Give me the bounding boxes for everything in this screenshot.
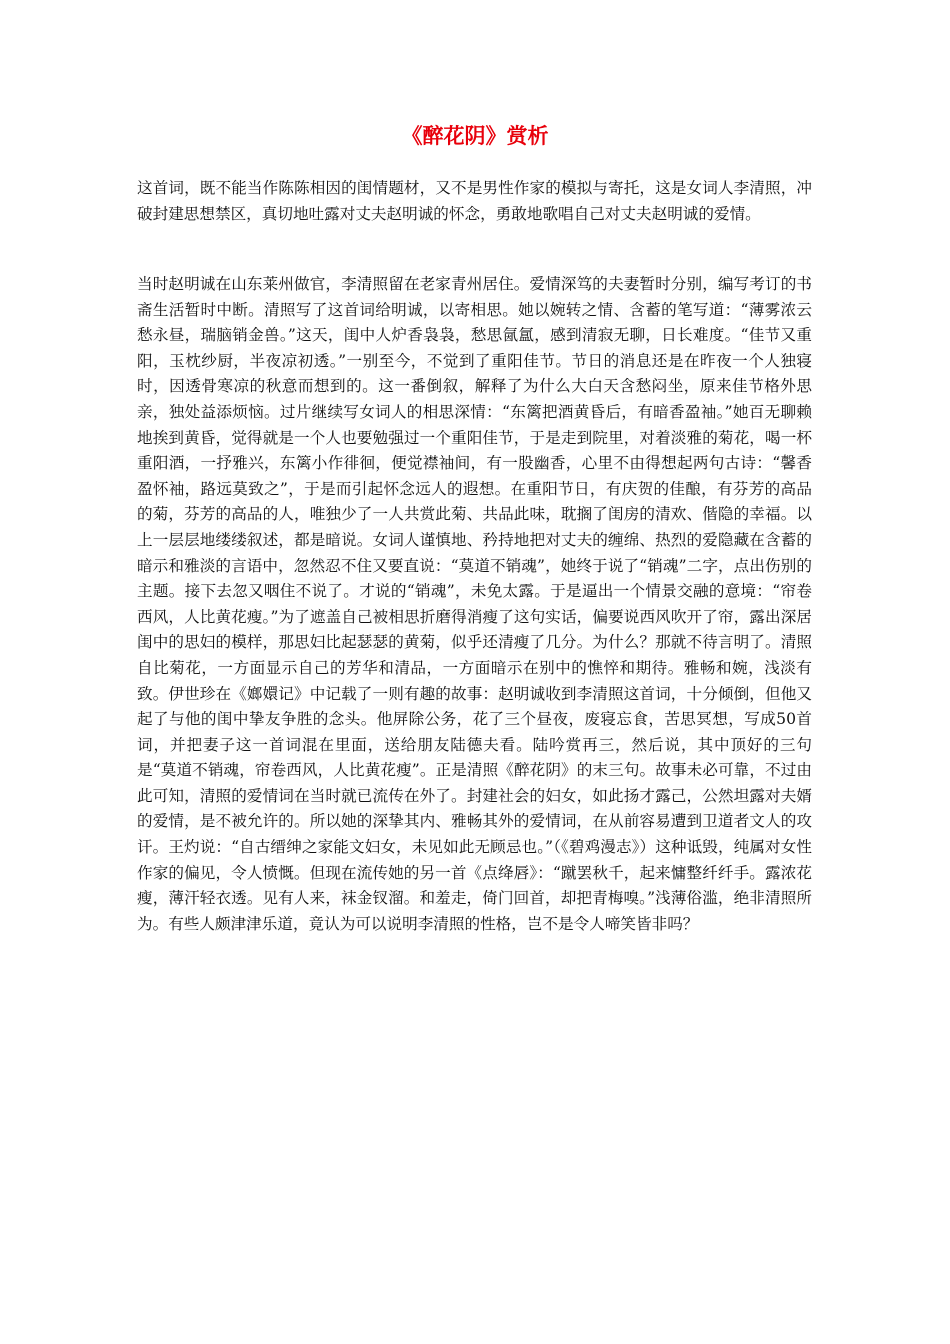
paragraph-analysis: 当时赵明诚在山东莱州做官，李清照留在老家青州居住。爱情深笃的夫妻暂时分别，编写考订的书斋生活暂时中断。清照写了这首词给明诚，以寄相思。她以婉转之情、含蓄的笔写道：“薄雾浓云愁永昼，瑞脑销金兽。”这天，闺中人炉香袅袅，愁思氤氲，感到清寂无聊，日长难度。“佳节又重阳，玉枕纱厨，半夜凉初透。”一别至今，不觉到了重阳佳节。节日的消息还是在昨夜一个人独寝时，因透骨寒凉的秋意而想到的。这一番倒叙，解释了为什么大白天含愁闷坐，原来佳节格外思亲，独处益添烦恼。过片继续写女词人的相思深情：“东篱把酒黄昏后，有暗香盈袖。”她百无聊赖地挨到黄昏，觉得就是一个人也要勉强过一个重阳佳节，于是走到院里，对着淡雅的菊花，喝一杯重阳酒，一抒雅兴，东篱小作徘徊，便觉襟袖间，有一股幽香，心里不由得想起两句古诗：“馨香盈怀袖，路远莫致之”，于是而引起怀念远人的遐想。在重阳节日，有庆贺的佳酿，有芬芳的高品的菊，芬芳的高品的人，唯独少了一人共赏此菊、共品此味，耽搁了闺房的清欢、偕隐的幸福。以上一层层地缕缕叙述，都是暗说。女词人谨慎地、矜持地把对丈夫的缠绵、热烈的爱隐藏在含蓄的暗示和雅淡的言语中，忽然忍不住又要直说：“莫道不销魂”，她终于说了“销魂”二字，点出伤别的主题。接下去忽又咽住不说了。才说的“销魂”，未免太露。于是逼出一个情景交融的意境：“帘卷西风，人比黄花瘦。”为了遮盖自己被相思折磨得消瘦了这句实话，偏要说西风吹开了帘，露出深居闺中的思妇的模样，那思妇比起瑟瑟的黄菊，似乎还清瘦了几分。为什么？那就不待言明了。清照自比菊花，一方面显示自己的芳华和清品，一方面暗示在别中的憔悴和期待。雅畅和婉，浅淡有致。伊世珍在《嫏嬛记》中记载了一则有趣的故事：赵明诚收到李清照这首词，十分倾倒，但他又起了与他的闺中挚友争胜的念头。他屏除公务，花了三个昼夜，废寝忘食，苦思冥想，写成50首词，并把妻子这一首词混在里面，送给朋友陆德夫看。陆吟赏再三，然后说，其中顶好的三句是“莫道不销魂，帘卷西风，人比黄花瘦”。正是清照《醉花阴》的末三句。故事未必可靠，不过由此可知，清照的爱情词在当时就已流传在外了。封建社会的妇女，如此扬才露己，公然坦露对夫婿的爱情，是不被允许的。所以她的深挚其内、雅畅其外的爱情词，在从前容易遭到卫道者文人的攻讦。王灼说：“自古缙绅之家能文妇女，未见如此无顾忌也。”（《碧鸡漫志》）这种诋毁，纯属对女性作家的偏见，令人愤慨。但现在流传她的另一首《点绛唇》：“蹴罢秋千，起来慵整纤纤手。露浓花瘦，薄汗轻衣透。见有人来，袜金钗溜。和羞走，倚门回首，却把青梅嗅。”浅薄俗滥，绝非清照所为。有些人颇津津乐道，竟认为可以说明李清照的性格，岂不是令人啼笑皆非吗？ (137, 275, 812, 933)
paragraph-intro: 这首词，既不能当作陈陈相因的闺情题材，又不是男性作家的模拟与寄托，这是女词人李清照，冲破封建思想禁区，真切地吐露对丈夫赵明诚的怀念，勇敢地歌唱自己对丈夫赵明诚的爱情。 (137, 179, 812, 223)
document-title: 《醉花阴》赏析 (401, 123, 549, 148)
